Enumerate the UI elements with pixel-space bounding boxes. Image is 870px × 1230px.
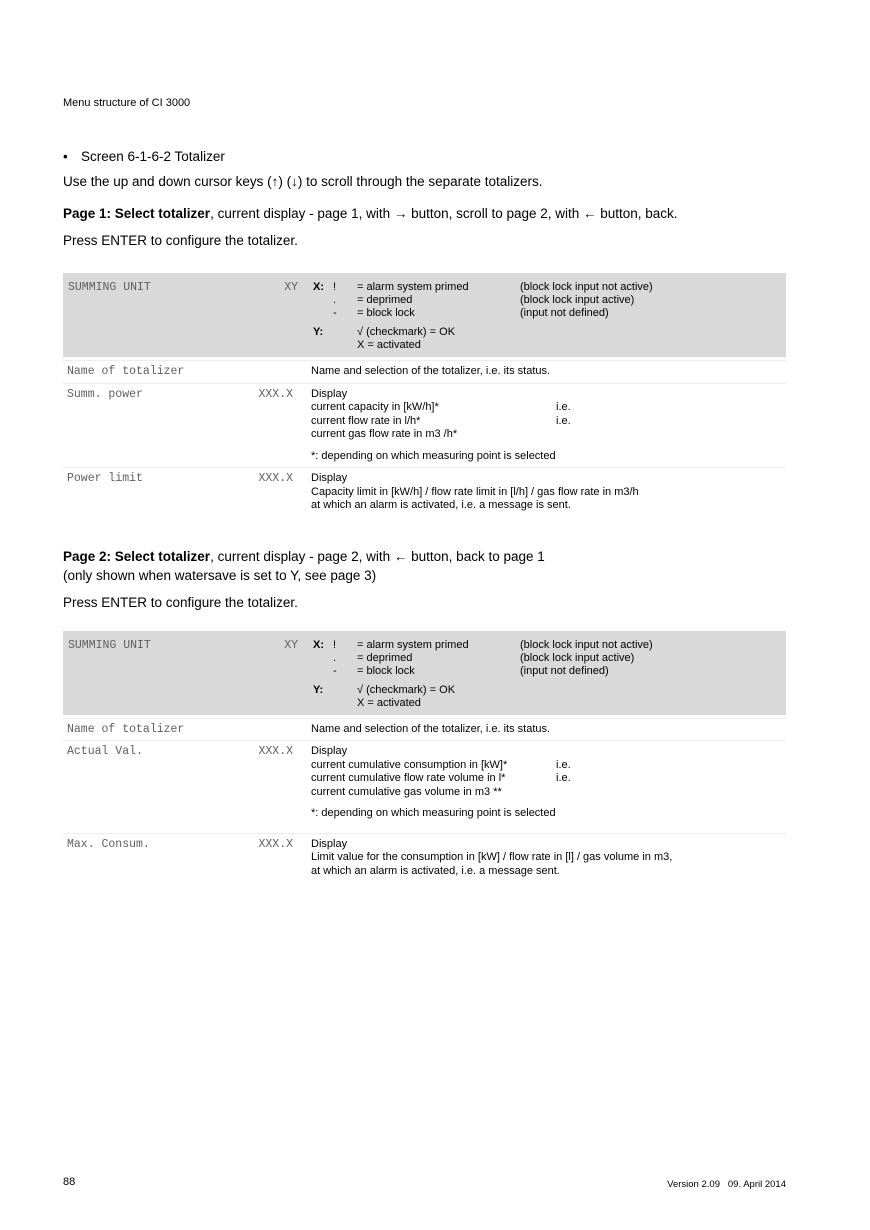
- lcd2-display-name: SUMMING UNIT: [68, 638, 151, 652]
- section2-rows: [63, 718, 786, 883]
- page-number: 88: [63, 1176, 76, 1188]
- legend-meaning: = alarm system primed: [357, 638, 469, 651]
- desc-text: current capacity in [kW/h]*: [311, 401, 439, 413]
- desc-line: [311, 759, 786, 773]
- legend-y-lines: [357, 326, 455, 352]
- desc-footnote: *: depending on which measuring point is selected: [311, 449, 556, 462]
- legend-x-key: X:: [313, 638, 324, 651]
- table-row: [63, 740, 786, 833]
- desc-line: Display: [311, 745, 348, 757]
- desc-line: at which an alarm is activated, i.e. a message sent.: [311, 864, 560, 877]
- legend-symbol: -: [333, 307, 337, 319]
- lcd-screen-1: [63, 273, 786, 357]
- desc-ie-note: i.e.: [556, 758, 571, 771]
- legend-y-line: X = activated: [357, 339, 421, 351]
- desc-line: current gas flow rate in m3 /h*: [311, 428, 458, 440]
- section2-heading-bold: Page 2: Select totalizer: [63, 548, 211, 564]
- desc-line: current cumulative gas volume in m3 **: [311, 785, 502, 798]
- legend-note: (block lock input active): [520, 651, 635, 664]
- legend-y-key: Y:: [313, 683, 324, 696]
- row-description: [311, 838, 786, 879]
- desc-ie-note: i.e.: [556, 772, 571, 784]
- legend-x-key-spacer: [313, 652, 333, 665]
- bullet-icon: •: [63, 149, 68, 164]
- desc-line: [311, 415, 786, 429]
- legend-symbol: .: [333, 294, 337, 306]
- legend-note: (block lock input active): [520, 294, 635, 306]
- row-label: Power limit: [67, 472, 143, 485]
- row-description: [311, 723, 786, 737]
- section2-heading-rest: , current display - page 2, with ← button, back to page 1: [210, 548, 545, 564]
- desc-text: current cumulative consumption in [kW]*: [311, 758, 508, 771]
- legend-x-key-spacer: [313, 665, 333, 678]
- desc-ie-note: i.e.: [556, 414, 571, 427]
- legend-x-key: X:: [313, 281, 324, 293]
- desc-line: Name and selection of the totalizer, i.e. its status.: [311, 365, 551, 377]
- legend-meaning: = alarm system primed: [357, 281, 469, 293]
- version-stamp: Version 2.09 09. April 2014: [667, 1179, 786, 1190]
- legend-symbol: .: [333, 651, 337, 664]
- table-row: [63, 718, 786, 741]
- legend-y-key: Y:: [313, 326, 324, 338]
- lcd1-display-name: SUMMING UNIT: [68, 281, 151, 294]
- section1-rows: [63, 360, 786, 517]
- row-value: XXX.X: [258, 387, 293, 401]
- legend-y-lines: [357, 684, 455, 710]
- desc-line: Display: [311, 472, 348, 484]
- row-description: [311, 388, 786, 464]
- lcd1-legend: [313, 281, 776, 352]
- legend-symbol: !: [333, 281, 337, 293]
- lcd-screen-2: [63, 631, 786, 715]
- section1-heading-rest: , current display - page 1, with → button, scroll to page 2, with ← button, back.: [210, 206, 678, 221]
- legend-x-row: [313, 652, 776, 665]
- section1-heading-bold: Page 1: Select totalizer: [63, 206, 211, 221]
- desc-line: Display: [311, 387, 348, 400]
- table-row: [63, 467, 786, 517]
- legend-meaning: = block lock: [357, 307, 415, 319]
- running-header: Menu structure of CI 3000: [63, 97, 191, 109]
- section2-heading-line2: (only shown when watersave is set to Y, see page 3): [63, 567, 377, 583]
- desc-line: Display: [311, 837, 348, 850]
- row-description: [311, 365, 786, 379]
- row-value: XXX.X: [258, 745, 293, 758]
- legend-note: (block lock input not active): [520, 281, 653, 293]
- desc-ie-note: i.e.: [556, 401, 571, 413]
- table-row: [63, 833, 786, 883]
- legend-y-row: [313, 326, 776, 352]
- desc-line: Capacity limit in [kW/h] / flow rate limit in [l/h] / gas flow rate in m3/h: [311, 485, 639, 498]
- scroll-hint: Use the up and down cursor keys (↑) (↓) to scroll through the separate totalizers.: [63, 174, 543, 189]
- row-label: Name of totalizer: [67, 722, 185, 736]
- legend-note: (block lock input not active): [520, 638, 653, 651]
- legend-meaning: = deprimed: [357, 651, 413, 664]
- legend-x-row: [313, 665, 776, 678]
- table-row: [63, 360, 786, 383]
- lcd2-display-value: XY: [284, 638, 298, 652]
- page-content: [63, 0, 786, 882]
- legend-symbol: !: [333, 638, 337, 651]
- legend-y-row: [313, 684, 776, 710]
- legend-y-line: X = activated: [357, 696, 421, 709]
- row-description: [311, 745, 786, 829]
- row-label: Summ. power: [67, 387, 143, 401]
- desc-line: Limit value for the consumption in [kW] / flow rate in [l] / gas volume in m3,: [311, 851, 673, 863]
- row-label: Name of totalizer: [67, 365, 185, 378]
- row-label: Actual Val.: [67, 745, 143, 758]
- section2-press-enter: Press ENTER to configure the totalizer.: [63, 594, 298, 610]
- legend-y-line: √ (checkmark) = OK: [357, 683, 456, 696]
- legend-x-row: [313, 281, 776, 294]
- screen-title-line: [63, 148, 786, 165]
- desc-text: current cumulative flow rate volume in l*: [311, 772, 506, 784]
- legend-x-row: [313, 294, 776, 307]
- row-value: XXX.X: [258, 837, 293, 851]
- legend-x-row: [313, 307, 776, 320]
- section1-press-enter: Press ENTER to configure the totalizer.: [63, 233, 298, 248]
- table-row: [63, 383, 786, 468]
- legend-note: (input not defined): [520, 664, 609, 677]
- row-value: XXX.X: [258, 472, 293, 485]
- legend-symbol: -: [333, 664, 337, 677]
- legend-meaning: = block lock: [357, 664, 415, 677]
- legend-x-key-spacer: [313, 294, 333, 307]
- desc-line: at which an alarm is activated, i.e. a message is sent.: [311, 499, 571, 511]
- lcd1-display-value: XY: [284, 281, 298, 294]
- legend-x-row: [313, 639, 776, 652]
- desc-text: current flow rate in l/h*: [311, 414, 421, 427]
- section1-heading: [63, 204, 786, 223]
- row-label: Max. Consum.: [67, 837, 150, 851]
- desc-line: [311, 772, 786, 786]
- desc-footnote: *: depending on which measuring point is selected: [311, 807, 556, 819]
- legend-x-key-spacer: [313, 307, 333, 320]
- desc-line: [311, 401, 786, 415]
- legend-meaning: = deprimed: [357, 294, 413, 306]
- desc-line: Name and selection of the totalizer, i.e. its status.: [311, 722, 551, 735]
- section2-heading: [63, 547, 786, 585]
- legend-y-line: √ (checkmark) = OK: [357, 326, 456, 338]
- row-description: [311, 472, 786, 513]
- screen-title: Screen 6-1-6-2 Totalizer: [81, 149, 225, 164]
- legend-note: (input not defined): [520, 307, 609, 319]
- lcd2-legend: [313, 639, 776, 710]
